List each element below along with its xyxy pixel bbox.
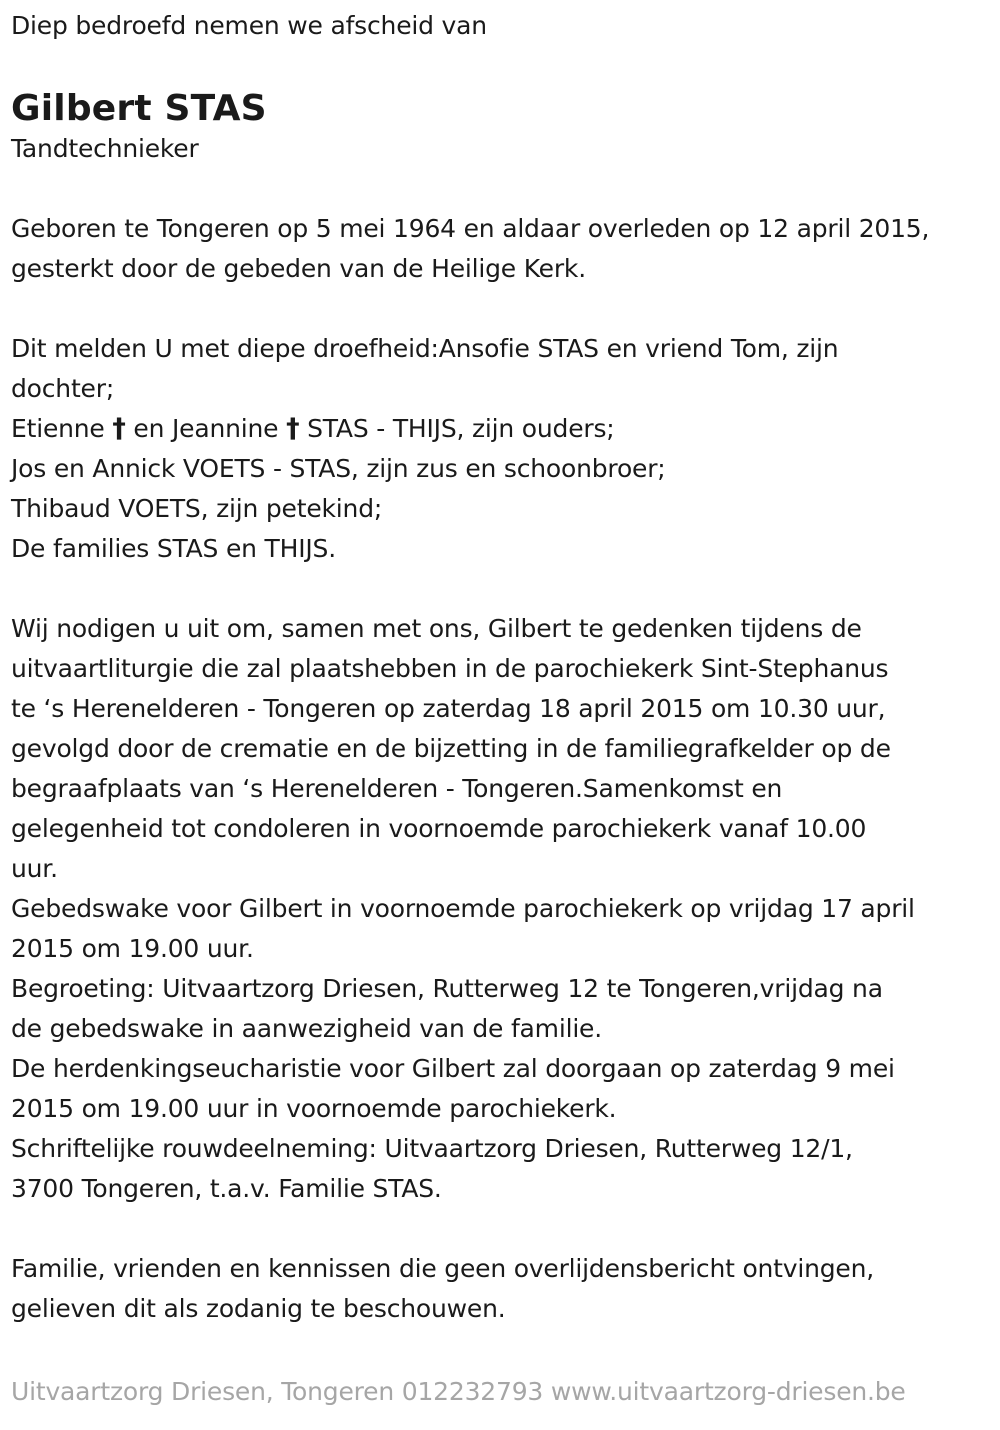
family-line-6: De families STAS en THIJS. (11, 534, 336, 563)
details-line: Begroeting: Uitvaartzorg Driesen, Rutterweg 12 te Tongeren,vrijdag na (11, 974, 883, 1003)
spacer (11, 289, 996, 329)
family-line-5: Thibaud VOETS, zijn petekind; (11, 494, 383, 523)
details-line: begraafplaats van ‘s Herenelderen - Tongeren.Samenkomst en (11, 774, 783, 803)
ceremony-details-paragraph (11, 609, 996, 1209)
cross-icon: † (286, 413, 300, 444)
closing-line-2: gelieven dit als zodanig te beschouwen. (11, 1294, 506, 1323)
birth-death-paragraph (11, 209, 996, 289)
details-line: uitvaartliturgie die zal plaatshebben in de parochiekerk Sint-Stephanus (11, 654, 889, 683)
cross-icon: † (112, 413, 126, 444)
details-line: gevolgd door de crematie en de bijzetting in de familiegrafkelder op de (11, 734, 891, 763)
deceased-name: Gilbert STAS (11, 88, 267, 129)
details-line: uur. (11, 854, 58, 883)
obituary-notice (11, 6, 996, 1329)
mother-name: en Jeannine (125, 414, 279, 443)
details-line: gelegenheid tot condoleren in voornoemde parochiekerk vanaf 10.00 (11, 814, 867, 843)
family-paragraph (11, 329, 996, 569)
birth-line-2: gesterkt door de gebeden van de Heilige Kerk. (11, 254, 586, 283)
family-line-2: dochter; (11, 374, 115, 403)
family-line-parents (11, 409, 996, 449)
father-name: Etienne (11, 414, 105, 443)
details-line: Schriftelijke rouwdeelneming: Uitvaartzorg Driesen, Rutterweg 12/1, (11, 1134, 853, 1163)
details-line: Gebedswake voor Gilbert in voornoemde parochiekerk op vrijdag 17 april (11, 894, 915, 923)
spacer (11, 1209, 996, 1249)
closing-line-1: Familie, vrienden en kennissen die geen overlijdensbericht ontvingen, (11, 1254, 875, 1283)
details-line: Wij nodigen u uit om, samen met ons, Gilbert te gedenken tijdens de (11, 614, 862, 643)
intro-text: Diep bedroefd nemen we afscheid van (11, 11, 487, 40)
details-line: te ‘s Herenelderen - Tongeren op zaterdag 18 april 2015 om 10.30 uur, (11, 694, 886, 723)
family-line-4: Jos en Annick VOETS - STAS, zijn zus en schoonbroer; (11, 454, 666, 483)
funeral-home-footer: Uitvaartzorg Driesen, Tongeren 012232793 www.uitvaartzorg-driesen.be (11, 1377, 906, 1406)
details-line: 3700 Tongeren, t.a.v. Familie STAS. (11, 1174, 442, 1203)
profession: Tandtechnieker (11, 134, 199, 163)
family-line-1: Dit melden U met diepe droefheid:Ansofie STAS en vriend Tom, zijn (11, 334, 839, 363)
details-line: De herdenkingseucharistie voor Gilbert zal doorgaan op zaterdag 9 mei (11, 1054, 895, 1083)
details-line: 2015 om 19.00 uur. (11, 934, 254, 963)
details-line: de gebedswake in aanwezigheid van de familie. (11, 1014, 602, 1043)
parents-surname: STAS - THIJS, zijn ouders; (299, 414, 615, 443)
spacer (11, 569, 996, 609)
birth-line-1: Geboren te Tongeren op 5 mei 1964 en aldaar overleden op 12 april 2015, (11, 214, 930, 243)
closing-paragraph (11, 1249, 996, 1329)
spacer (11, 169, 996, 209)
details-line: 2015 om 19.00 uur in voornoemde parochiekerk. (11, 1094, 617, 1123)
